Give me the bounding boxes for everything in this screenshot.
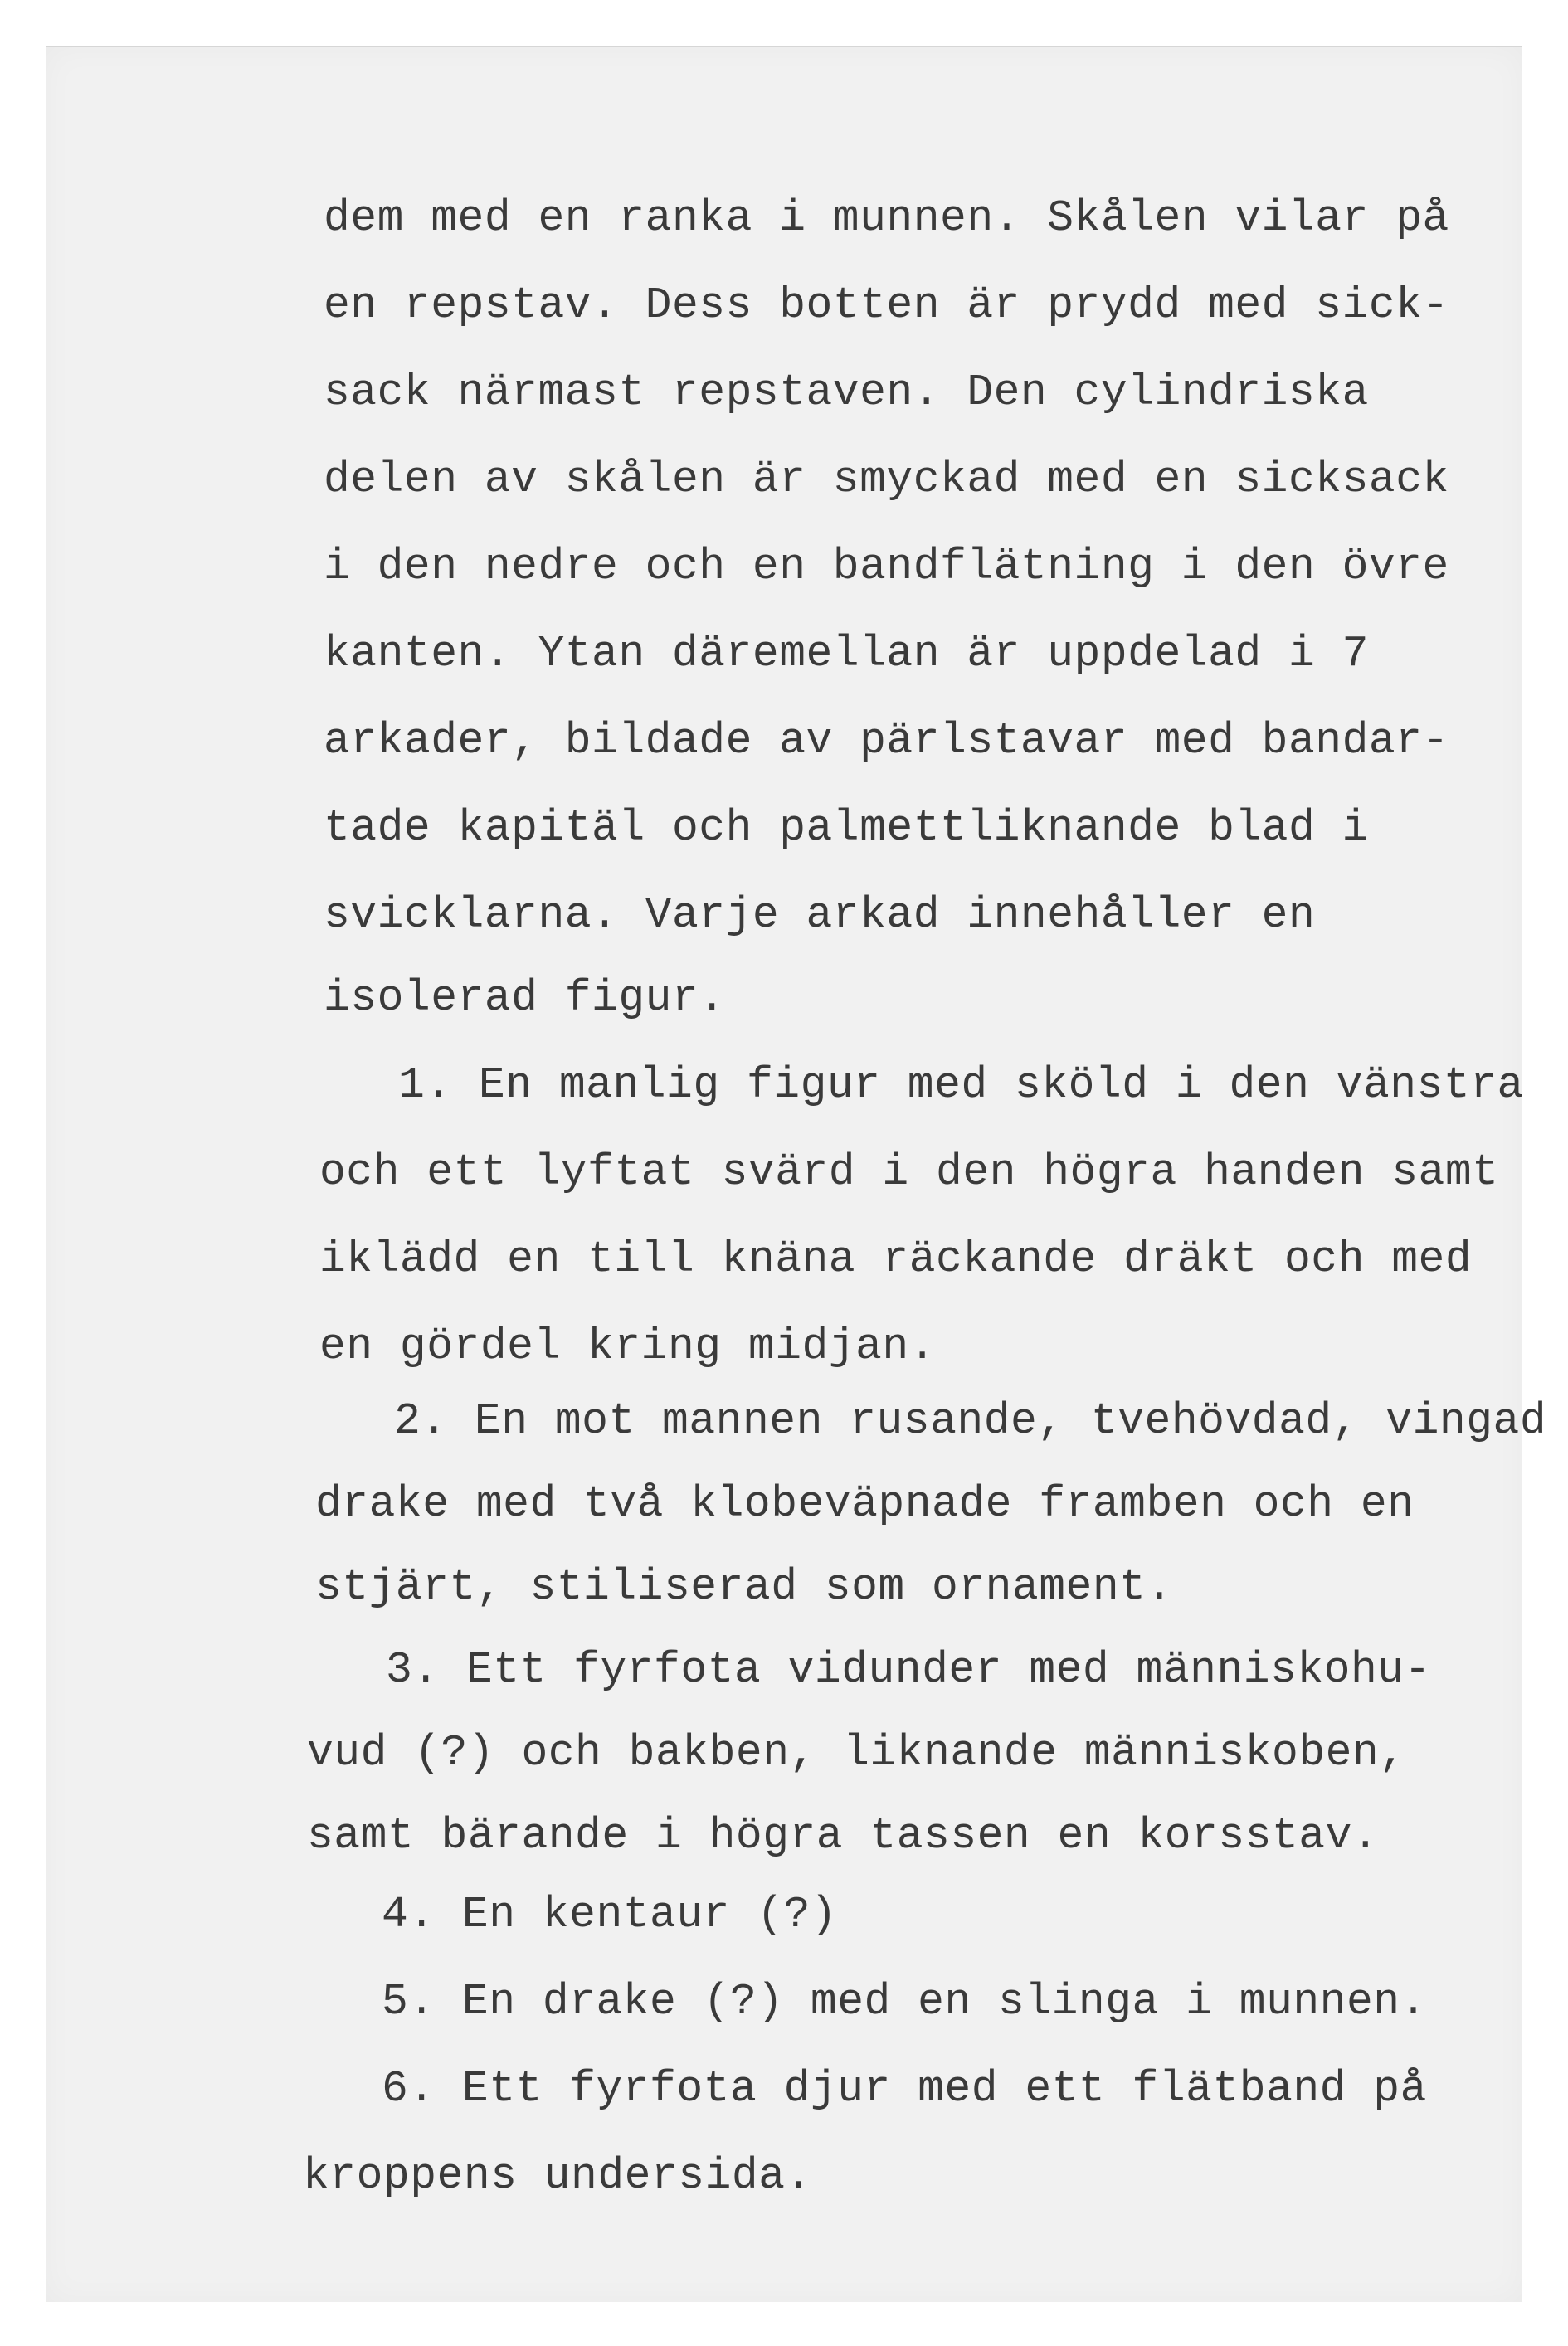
text-line: samt bärande i högra tassen en korsstav. [307,1811,1380,1861]
text-line: delen av skålen är smyckad med en sicksack [324,455,1449,504]
text-line: och ett lyftat svärd i den högra handen samt [319,1147,1499,1197]
text-line: drake med två klobeväpnade framben och en [315,1479,1415,1529]
text-line: vud (?) och bakben, liknande människoben, [307,1728,1406,1778]
list-item-3: 3. Ett fyrfota vidunder med människohu- [386,1645,1431,1695]
text-line: i den nedre och en bandflätning i den övre [324,542,1449,591]
text-line: sack närmast repstaven. Den cylindriska [324,367,1369,417]
list-item-4: 4. En kentaur (?) [382,1890,838,1940]
list-item-2: 2. En mot mannen rusande, tvehövdad, vingad [394,1396,1547,1446]
text-line: en repstav. Dess botten är prydd med sick- [324,280,1449,330]
text-line: en gördel kring midjan. [319,1321,937,1371]
list-item-5: 5. En drake (?) med en slinga i munnen. [382,1977,1427,2027]
text-line: arkader, bildade av pärlstavar med bandar- [324,716,1449,766]
text-line: kanten. Ytan däremellan är uppdelad i 7 [324,629,1369,679]
text-line: stjärt, stiliserad som ornament. [315,1562,1173,1612]
list-item-6: 6. Ett fyrfota djur med ett flätband på [382,2064,1427,2114]
text-line: dem med en ranka i munnen. Skålen vilar på [324,193,1449,243]
text-line: iklädd en till knäna räckande dräkt och med [319,1234,1473,1284]
typewritten-page [46,46,1547,2302]
text-line: isolerad figur. [324,973,726,1023]
text-line: tade kapitäl och palmettliknande blad i [324,803,1369,853]
list-item-1: 1. En manlig figur med sköld i den vänstra [398,1060,1524,1110]
text-line: svicklarna. Varje arkad innehåller en [324,890,1316,940]
text-line: kroppens undersida. [303,2151,812,2201]
